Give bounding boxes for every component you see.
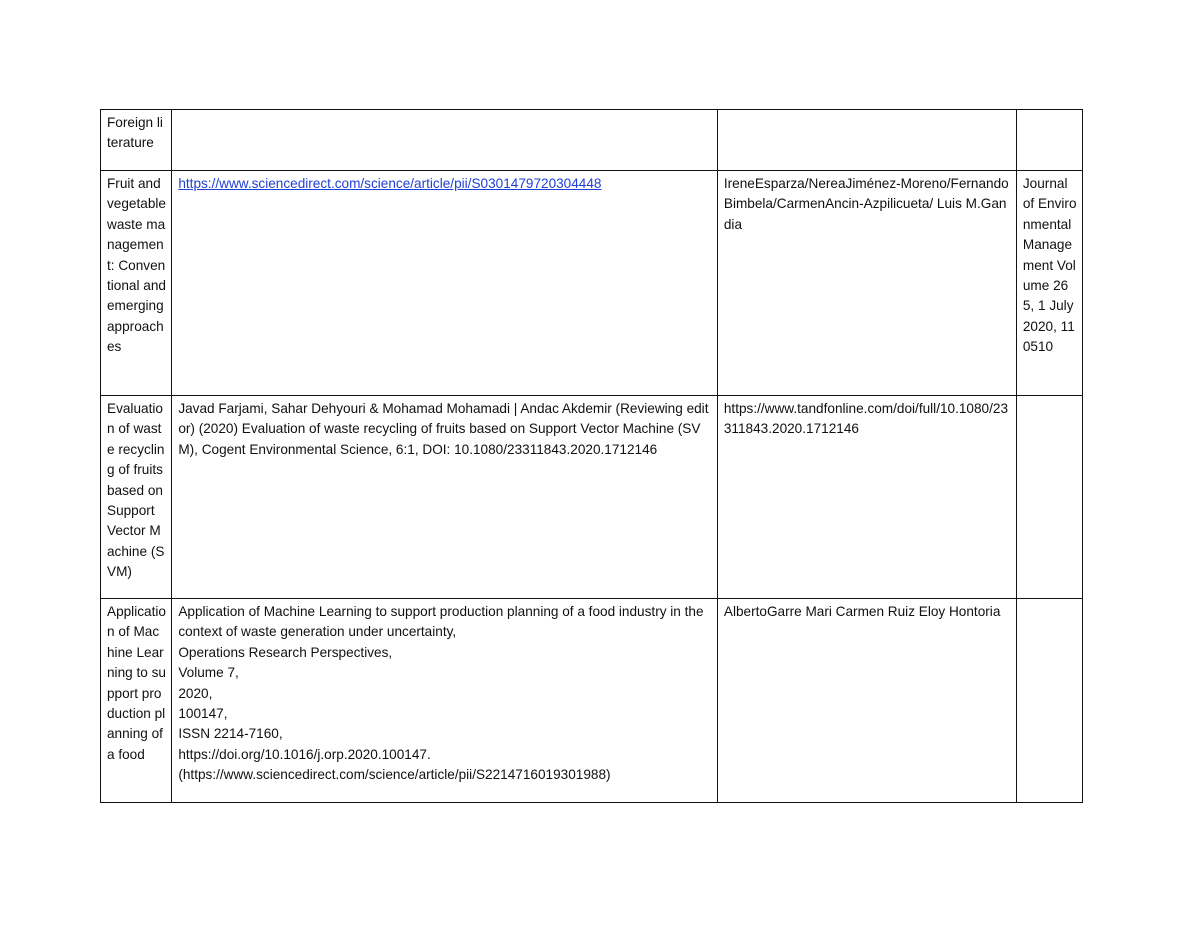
source-line: Application of Machine Learning to support production planning of a food industry in the context of waste generation under uncertainty, [178,604,704,640]
table-row [101,171,1083,396]
authors-cell: AlbertoGarre Mari Carmen Ruiz Eloy Hontoria [717,599,1016,803]
journal-cell: Journal of Environmental Management Volume 265, 1 July 2020, 110510 [1016,171,1082,396]
source-line: Operations Research Perspectives, [178,644,393,660]
authors-cell: IreneEsparza/NereaJiménez-Moreno/FernandoBimbela/CarmenAncin-Azpilicueta/ Luis M.Gandia [717,171,1016,396]
literature-table [100,109,1083,803]
topic-cell: Foreign literature [101,110,172,171]
table-row [101,110,1083,171]
source-line: ISSN 2214-7160, [178,726,283,742]
source-cell [172,110,718,171]
source-cell [172,599,718,803]
topic-cell: Application of Machine Learning to support production planning of a food [101,599,172,803]
journal-cell [1016,110,1082,171]
authors-cell: https://www.tandfonline.com/doi/full/10.1080/23311843.2020.1712146 [717,396,1016,599]
journal-cell [1016,599,1082,803]
authors-cell [717,110,1016,171]
source-line: Volume 7, [178,665,239,681]
table-row [101,599,1083,803]
source-cell: Javad Farjami, Sahar Dehyouri & Mohamad Mohamadi | Andac Akdemir (Reviewing editor) (2020) Evaluation of waste recycling of fruits based on Support Vector Machine (SVM), Cogent Environmental Science, 6:1, DOI: 10.1080/23311843.2020.1712146 [172,396,718,599]
source-line: 2020, [178,685,213,701]
table-row [101,396,1083,599]
topic-cell: Fruit and vegetable waste management: Conventional and emerging approaches [101,171,172,396]
journal-cell [1016,396,1082,599]
source-cell [172,171,718,396]
source-link[interactable]: https://www.sciencedirect.com/science/article/pii/S0301479720304448 [178,176,602,191]
source-line: https://doi.org/10.1016/j.orp.2020.100147. [178,746,431,762]
source-line: (https://www.sciencedirect.com/science/article/pii/S2214716019301988) [178,767,611,783]
source-line: 100147, [178,706,228,722]
topic-cell: Evaluation of waste recycling of fruits based on Support Vector Machine (SVM) [101,396,172,599]
